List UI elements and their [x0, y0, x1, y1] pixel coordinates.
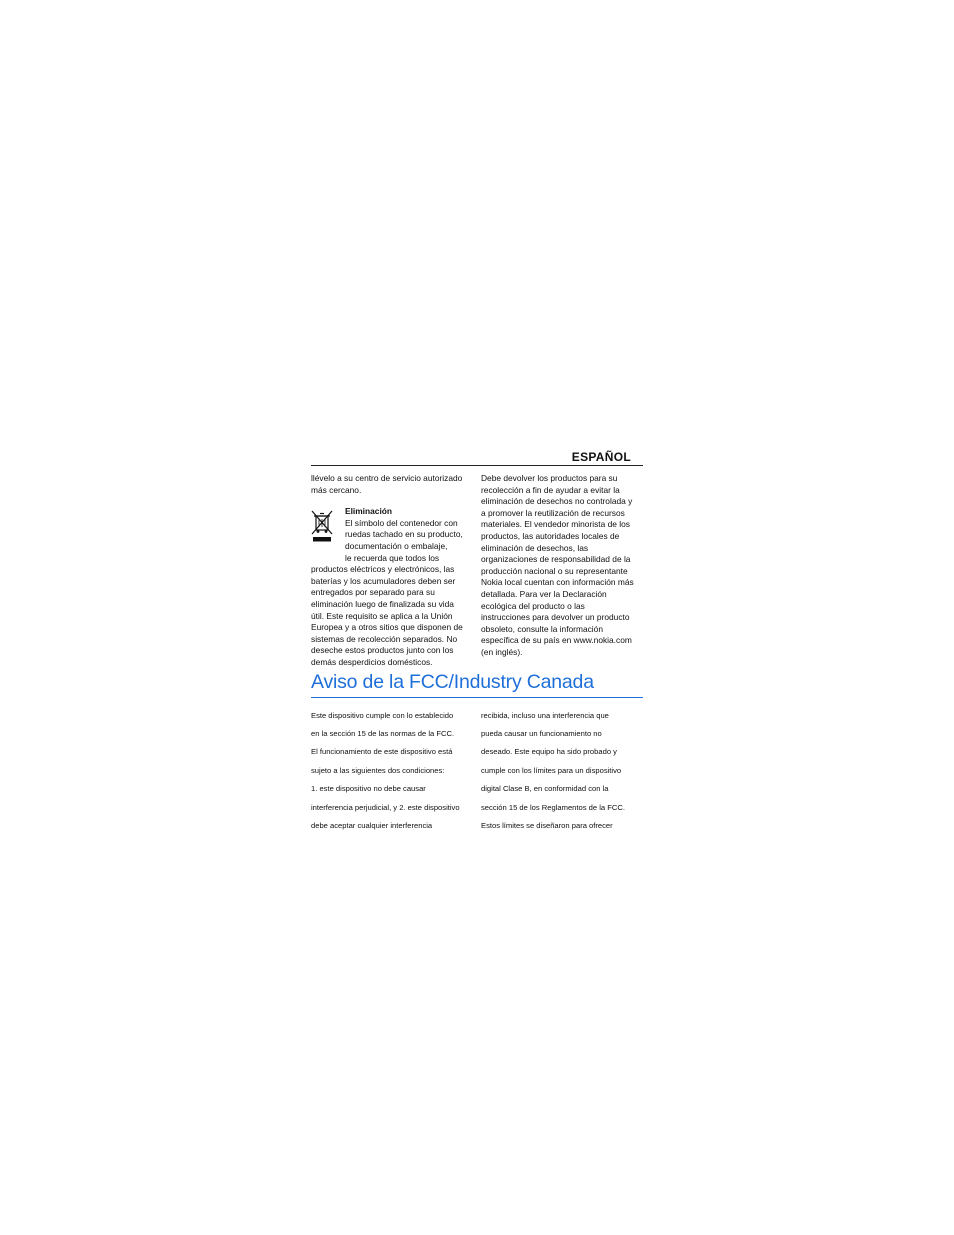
- disposal-section: [311, 506, 471, 564]
- intro-text: [311, 473, 471, 496]
- text-line: llévelo a su centro de servicio autorizado: [311, 473, 463, 483]
- fcc-left-column: [311, 703, 471, 839]
- text-line: específica de su país en www.nokia.com: [481, 635, 632, 646]
- text-line: Debe devolver los productos para su: [481, 473, 618, 483]
- text-line: materiales. El vendedor minorista de los: [481, 519, 630, 530]
- fcc-right-column: [481, 703, 643, 839]
- text-line: productos eléctricos y electrónicos, las: [311, 564, 455, 575]
- disposal-side-text: [345, 506, 473, 564]
- text-line: organizaciones de responsabilidad de la: [481, 554, 631, 565]
- text-line: a promover la reutilización de recursos: [481, 507, 625, 518]
- text-line: sección 15 de los Reglamentos de la FCC.: [481, 802, 625, 812]
- text-line: baterías y los acumuladores deben ser: [311, 575, 456, 586]
- text-line: El símbolo del contenedor con: [345, 517, 458, 528]
- text-line: pueda causar un funcionamiento no: [481, 728, 602, 738]
- text-line: sujeto a las siguientes dos condiciones:: [311, 765, 445, 775]
- text-line: obsoleto, consulte la información: [481, 623, 603, 634]
- disposal-body-text: [311, 564, 471, 668]
- text-line: deseado. Este equipo ha sido probado y: [481, 747, 617, 757]
- text-line: documentación o embalaje,: [345, 540, 448, 551]
- text-line: productos, las autoridades locales de: [481, 530, 620, 541]
- manual-page: [311, 0, 643, 1235]
- disposal-right-column: [481, 473, 643, 659]
- text-line: interferencia perjudicial, y 2. este dispositivo: [311, 802, 460, 812]
- header-divider: [311, 465, 643, 466]
- text-line: sistemas de recolección separados. No: [311, 633, 458, 644]
- text-line: ruedas tachado en su producto,: [345, 529, 463, 540]
- text-line: eliminación de desechos, las: [481, 542, 589, 553]
- text-line: ecológica del producto o las: [481, 600, 585, 611]
- text-line: 1. este dispositivo no debe causar: [311, 784, 426, 794]
- text-line: debe aceptar cualquier interferencia: [311, 820, 433, 830]
- text-line: instrucciones para devolver un producto: [481, 612, 630, 623]
- text-line: recolección a fin de ayudar a evitar la: [481, 484, 620, 495]
- text-line: demás desperdicios domésticos.: [311, 656, 433, 667]
- text-line: Europea y a otros sitios que disponen de: [311, 622, 463, 633]
- disposal-title: Eliminación: [345, 506, 393, 517]
- text-line: detallada. Para ver la Declaración: [481, 588, 607, 599]
- disposal-left-column: [311, 473, 471, 669]
- language-label: ESPAÑOL: [571, 450, 631, 464]
- text-line: Nokia local cuentan con información más: [481, 577, 634, 588]
- text-line: más cercano.: [311, 484, 362, 495]
- text-line: deseche estos productos junto con los: [311, 645, 454, 656]
- crossed-out-wheeled-bin-icon: [311, 510, 333, 542]
- text-line: Este dispositivo cumple con lo establecido: [311, 710, 454, 720]
- text-line: eliminación luego de finalizada su vida: [311, 598, 454, 609]
- text-line: útil. Este requisito se aplica a la Unión: [311, 610, 453, 621]
- text-line: El funcionamiento de este dispositivo está: [311, 747, 453, 757]
- text-line: producción nacional o su representante: [481, 565, 628, 576]
- text-line: en la sección 15 de las normas de la FCC.: [311, 728, 455, 738]
- heading-divider: [311, 697, 643, 698]
- text-line: le recuerda que todos los: [345, 552, 440, 563]
- text-line: Estos límites se diseñaron para ofrecer: [481, 820, 613, 830]
- text-line: eliminación de desechos no controlada y: [481, 496, 633, 507]
- text-line: cumple con los límites para un dispositivo: [481, 765, 622, 775]
- text-line: digital Clase B, en conformidad con la: [481, 784, 609, 794]
- section-heading: Aviso de la FCC/Industry Canada: [311, 671, 594, 693]
- text-line: entregados por separado para su: [311, 587, 435, 598]
- text-line: recibida, incluso una interferencia que: [481, 710, 609, 720]
- text-line: (en inglés).: [481, 646, 523, 657]
